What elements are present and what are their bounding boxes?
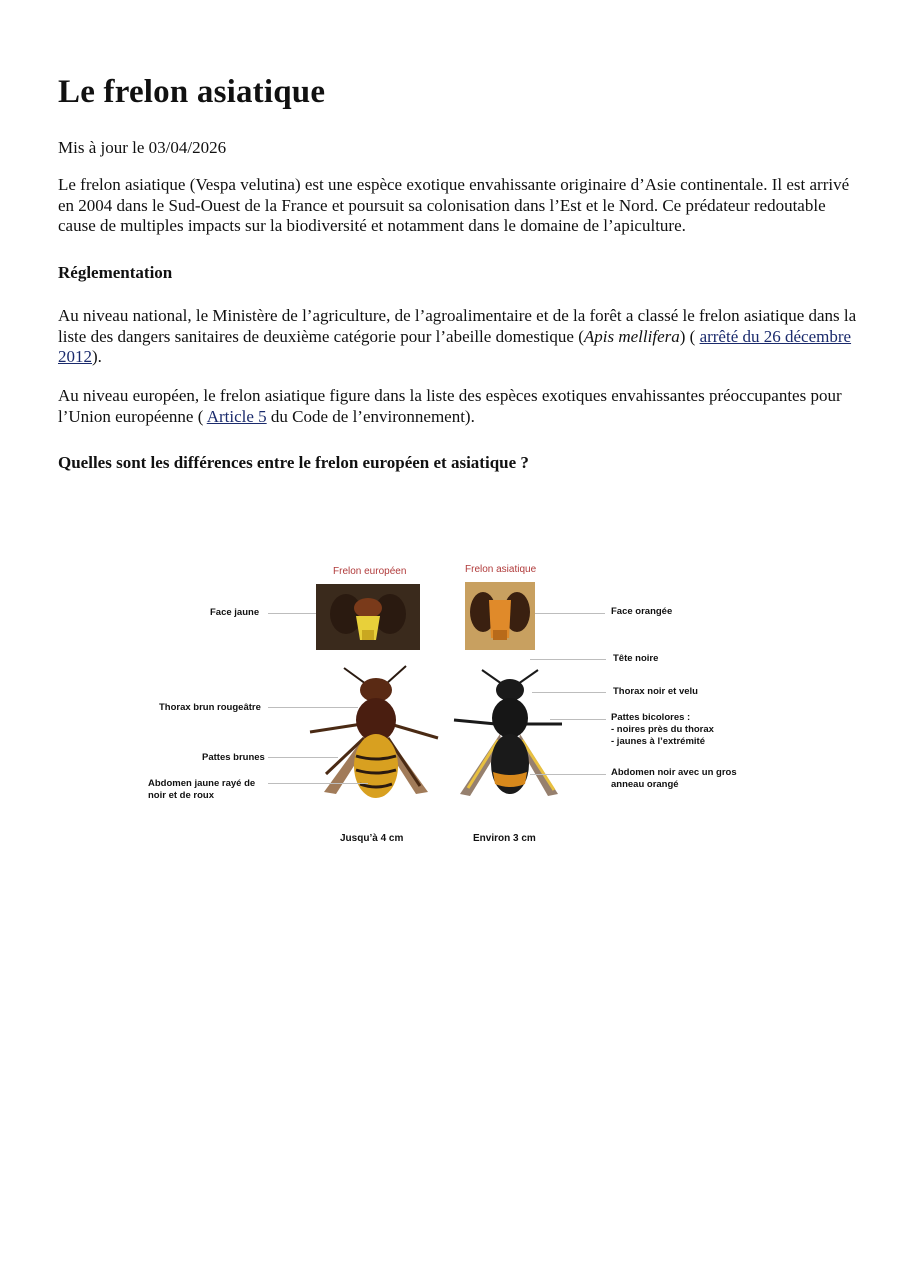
- national-text-end: ).: [92, 347, 102, 366]
- label-legs-bicolor-line3: - jaunes à l’extrémité: [611, 736, 705, 747]
- regulation-heading: Réglementation: [58, 263, 173, 282]
- eu-text-start: Au niveau européen, le frelon asiatique figure dans la liste des espèces exotiques envahissantes préoccupantes pour l’Union européenne (: [58, 386, 842, 426]
- eu-regulation-paragraph: [58, 386, 863, 427]
- connector-thorax-right: [532, 692, 606, 693]
- connector-abdomen-right: [530, 774, 606, 775]
- label-abdomen-european-line2: noir et de roux: [148, 790, 214, 801]
- connector-face-left: [268, 613, 316, 614]
- national-text-start: Au niveau national, le Ministère de l’agriculture, de l’agroalimentaire et de la forêt a classé le frelon asiatique dans la liste des dangers sanitaires de deuxième catégorie pour l’abeille domestique (: [58, 306, 857, 346]
- asian-hornet-title: Frelon asiatique: [465, 564, 537, 575]
- label-face-orange: Face orangée: [611, 606, 673, 617]
- european-hornet-title: Frelon européen: [333, 566, 407, 577]
- connector-face-right: [535, 613, 605, 614]
- size-asian: Environ 3 cm: [473, 833, 536, 844]
- label-abdomen-asian-line2: anneau orangé: [611, 779, 679, 790]
- connector-thorax-left: [268, 707, 358, 708]
- intro-paragraph: Le frelon asiatique (Vespa velutina) est une espèce exotique envahissante originaire d’Asie continentale. Il est arrivé en 2004 dans le Sud-Ouest de la France et poursuit sa colonisation dans l’Est et le Nord. Ce prédateur redoutable cause de multiples impacts sur la biodiversité et notamment dans le domaine de l’apiculture.: [58, 175, 850, 235]
- article-5-link[interactable]: Article 5: [206, 406, 267, 426]
- arrete-link[interactable]: arrêté du 26 décembre 2012: [58, 326, 852, 366]
- eu-text-end: du Code de l’environnement).: [266, 406, 475, 426]
- size-european: Jusqu’à 4 cm: [340, 833, 404, 844]
- asian-face-photo: [465, 582, 535, 650]
- label-abdomen-european: [148, 778, 255, 802]
- hornet-comparison-figure: [140, 560, 760, 860]
- label-legs-bicolor: [611, 712, 714, 748]
- page-title: Le frelon asiatique: [58, 74, 326, 110]
- national-text-mid: ) (: [679, 326, 700, 346]
- european-face-photo: [316, 584, 420, 650]
- label-abdomen-asian-line1: Abdomen noir avec un gros: [611, 767, 737, 778]
- label-legs-brown: Pattes brunes: [202, 752, 265, 763]
- label-abdomen-asian: [611, 767, 737, 791]
- label-abdomen-european-line1: Abdomen jaune rayé de: [148, 778, 256, 789]
- connector-legs-left: [268, 757, 338, 758]
- label-thorax-brown: Thorax brun rougeâtre: [159, 702, 261, 713]
- label-thorax-black: Thorax noir et velu: [613, 686, 698, 697]
- differences-heading: Quelles sont les différences entre le frelon européen et asiatique ?: [58, 453, 529, 472]
- asian-hornet-illustration: [450, 664, 570, 804]
- national-regulation-paragraph: [58, 306, 858, 368]
- connector-legs-right: [550, 719, 606, 720]
- label-face-yellow: Face jaune: [210, 607, 260, 618]
- update-date: Mis à jour le 03/04/2026: [58, 138, 227, 157]
- connector-abdomen-left: [268, 783, 368, 784]
- connector-head-right: [530, 659, 606, 660]
- species-name: Apis mellifera: [583, 326, 680, 346]
- label-legs-bicolor-line1: Pattes bicolores :: [611, 712, 691, 723]
- label-legs-bicolor-line2: - noires près du thorax: [611, 724, 714, 735]
- label-head-black: Tête noire: [613, 653, 659, 664]
